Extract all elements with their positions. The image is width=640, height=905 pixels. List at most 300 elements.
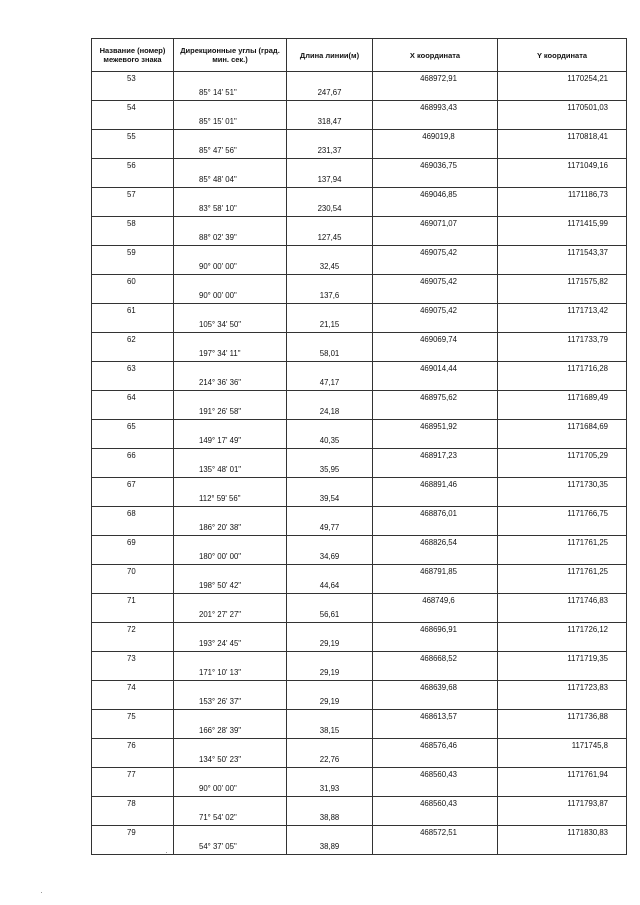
empty-cell	[92, 840, 174, 855]
y-coordinate: 1171049,16	[498, 159, 627, 174]
y-coordinate: 1171726,12	[498, 623, 627, 638]
point-name: 79	[92, 826, 174, 841]
empty-cell	[287, 681, 373, 696]
empty-cell	[373, 115, 498, 130]
line-length: 44,64	[287, 579, 373, 594]
line-length: 56,61	[287, 608, 373, 623]
empty-cell	[498, 376, 627, 391]
empty-cell	[373, 782, 498, 797]
direction-angle: 201° 27' 27"	[174, 608, 287, 623]
empty-cell	[373, 231, 498, 246]
empty-cell	[174, 652, 287, 667]
point-row	[92, 536, 627, 551]
direction-angle: 112° 59' 56"	[174, 492, 287, 507]
header-angle: Дирекционные углы (град. мин. сек.)	[174, 39, 287, 72]
point-name: 64	[92, 391, 174, 406]
empty-cell	[498, 666, 627, 681]
x-coordinate: 468975,62	[373, 391, 498, 406]
y-coordinate: 1171719,35	[498, 652, 627, 667]
y-coordinate: 1171716,28	[498, 362, 627, 377]
empty-cell	[498, 318, 627, 333]
direction-angle: 85° 48' 04"	[174, 173, 287, 188]
y-coordinate: 1171730,35	[498, 478, 627, 493]
line-length: 231,37	[287, 144, 373, 159]
empty-cell	[373, 318, 498, 333]
x-coordinate: 469075,42	[373, 304, 498, 319]
empty-cell	[92, 86, 174, 101]
line-length: 40,35	[287, 434, 373, 449]
line-length: 137,6	[287, 289, 373, 304]
empty-cell	[92, 608, 174, 623]
direction-angle: 191° 26' 58"	[174, 405, 287, 420]
empty-cell	[287, 710, 373, 725]
y-coordinate: 1170818,41	[498, 130, 627, 145]
empty-cell	[287, 304, 373, 319]
empty-cell	[498, 637, 627, 652]
empty-cell	[287, 536, 373, 551]
empty-cell	[287, 797, 373, 812]
point-row	[92, 275, 627, 290]
point-name: 63	[92, 362, 174, 377]
empty-cell	[174, 594, 287, 609]
line-row	[92, 405, 627, 420]
point-name: 70	[92, 565, 174, 580]
x-coordinate: 468876,01	[373, 507, 498, 522]
y-coordinate: 1171186,73	[498, 188, 627, 203]
point-name: 71	[92, 594, 174, 609]
y-coordinate: 1171723,83	[498, 681, 627, 696]
empty-cell	[373, 434, 498, 449]
empty-cell	[373, 695, 498, 710]
empty-cell	[174, 391, 287, 406]
empty-cell	[498, 202, 627, 217]
direction-angle: 85° 14' 51"	[174, 86, 287, 101]
empty-cell	[92, 347, 174, 362]
point-name: 55	[92, 130, 174, 145]
line-length: 38,89	[287, 840, 373, 855]
empty-cell	[498, 347, 627, 362]
y-coordinate: 1171761,94	[498, 768, 627, 783]
x-coordinate: 468749,6	[373, 594, 498, 609]
point-name: 68	[92, 507, 174, 522]
scan-speck	[166, 852, 167, 853]
y-coordinate: 1171761,25	[498, 536, 627, 551]
empty-cell	[287, 275, 373, 290]
line-length: 35,95	[287, 463, 373, 478]
line-row	[92, 260, 627, 275]
y-coordinate: 1171793,87	[498, 797, 627, 812]
empty-cell	[373, 724, 498, 739]
y-coordinate: 1171575,82	[498, 275, 627, 290]
empty-cell	[174, 275, 287, 290]
empty-cell	[287, 565, 373, 580]
line-row	[92, 115, 627, 130]
empty-cell	[174, 768, 287, 783]
header-y: Y координата	[498, 39, 627, 72]
empty-cell	[373, 811, 498, 826]
empty-cell	[373, 666, 498, 681]
line-row	[92, 376, 627, 391]
direction-angle: 85° 15' 01"	[174, 115, 287, 130]
empty-cell	[373, 637, 498, 652]
point-name: 77	[92, 768, 174, 783]
empty-cell	[498, 144, 627, 159]
empty-cell	[498, 231, 627, 246]
y-coordinate: 1171736,88	[498, 710, 627, 725]
line-length: 22,76	[287, 753, 373, 768]
line-row	[92, 434, 627, 449]
line-row	[92, 231, 627, 246]
empty-cell	[498, 840, 627, 855]
empty-cell	[287, 159, 373, 174]
line-row	[92, 550, 627, 565]
x-coordinate: 468891,46	[373, 478, 498, 493]
direction-angle: 85° 47' 56"	[174, 144, 287, 159]
empty-cell	[373, 521, 498, 536]
line-length: 32,45	[287, 260, 373, 275]
empty-cell	[498, 724, 627, 739]
direction-angle: 186° 20' 38"	[174, 521, 287, 536]
point-row	[92, 739, 627, 754]
empty-cell	[373, 173, 498, 188]
point-name: 58	[92, 217, 174, 232]
empty-cell	[373, 840, 498, 855]
empty-cell	[373, 550, 498, 565]
empty-cell	[92, 144, 174, 159]
empty-cell	[287, 594, 373, 609]
empty-cell	[92, 115, 174, 130]
line-row	[92, 666, 627, 681]
empty-cell	[92, 550, 174, 565]
empty-cell	[174, 623, 287, 638]
point-name: 61	[92, 304, 174, 319]
empty-cell	[287, 246, 373, 261]
direction-angle: 214° 36' 36"	[174, 376, 287, 391]
empty-cell	[92, 463, 174, 478]
direction-angle: 105° 34' 50"	[174, 318, 287, 333]
line-length: 127,45	[287, 231, 373, 246]
empty-cell	[92, 260, 174, 275]
empty-cell	[174, 304, 287, 319]
direction-angle: 134° 50' 23"	[174, 753, 287, 768]
direction-angle: 197° 34' 11"	[174, 347, 287, 362]
line-row	[92, 695, 627, 710]
empty-cell	[498, 434, 627, 449]
point-row	[92, 681, 627, 696]
x-coordinate: 469069,74	[373, 333, 498, 348]
point-name: 75	[92, 710, 174, 725]
point-name: 65	[92, 420, 174, 435]
point-row	[92, 101, 627, 116]
empty-cell	[498, 550, 627, 565]
line-length: 39,54	[287, 492, 373, 507]
empty-cell	[174, 217, 287, 232]
y-coordinate: 1171543,37	[498, 246, 627, 261]
empty-cell	[287, 420, 373, 435]
empty-cell	[373, 492, 498, 507]
point-row	[92, 594, 627, 609]
x-coordinate: 468560,43	[373, 797, 498, 812]
point-row	[92, 333, 627, 348]
point-row	[92, 797, 627, 812]
line-row	[92, 811, 627, 826]
direction-angle: 90° 00' 00"	[174, 289, 287, 304]
empty-cell	[287, 217, 373, 232]
boundary-coordinates-table	[91, 38, 627, 855]
point-row	[92, 304, 627, 319]
y-coordinate: 1171713,42	[498, 304, 627, 319]
point-name: 76	[92, 739, 174, 754]
point-name: 59	[92, 246, 174, 261]
empty-cell	[287, 188, 373, 203]
direction-angle: 180° 00' 00"	[174, 550, 287, 565]
empty-cell	[174, 826, 287, 841]
header-x: X координата	[373, 39, 498, 72]
empty-cell	[92, 318, 174, 333]
y-coordinate: 1171746,83	[498, 594, 627, 609]
line-row	[92, 347, 627, 362]
table-body	[92, 72, 627, 855]
point-row	[92, 623, 627, 638]
empty-cell	[498, 115, 627, 130]
point-name: 57	[92, 188, 174, 203]
empty-cell	[92, 405, 174, 420]
direction-angle: 90° 00' 00"	[174, 782, 287, 797]
point-name: 72	[92, 623, 174, 638]
x-coordinate: 468951,92	[373, 420, 498, 435]
line-length: 21,15	[287, 318, 373, 333]
empty-cell	[92, 811, 174, 826]
empty-cell	[92, 173, 174, 188]
x-coordinate: 468560,43	[373, 768, 498, 783]
y-coordinate: 1171830,83	[498, 826, 627, 841]
empty-cell	[287, 362, 373, 377]
x-coordinate: 468993,43	[373, 101, 498, 116]
x-coordinate: 469036,75	[373, 159, 498, 174]
line-row	[92, 724, 627, 739]
line-length: 137,94	[287, 173, 373, 188]
point-row	[92, 826, 627, 841]
empty-cell	[498, 811, 627, 826]
point-row	[92, 565, 627, 580]
empty-cell	[92, 202, 174, 217]
empty-cell	[174, 536, 287, 551]
point-name: 56	[92, 159, 174, 174]
x-coordinate: 468613,57	[373, 710, 498, 725]
point-name: 66	[92, 449, 174, 464]
y-coordinate: 1171689,49	[498, 391, 627, 406]
line-length: 29,19	[287, 695, 373, 710]
point-row	[92, 130, 627, 145]
line-length: 318,47	[287, 115, 373, 130]
empty-cell	[498, 173, 627, 188]
y-coordinate: 1171733,79	[498, 333, 627, 348]
direction-angle: 71° 54' 02"	[174, 811, 287, 826]
direction-angle: 149° 17' 49"	[174, 434, 287, 449]
line-row	[92, 318, 627, 333]
point-name: 53	[92, 72, 174, 87]
empty-cell	[498, 492, 627, 507]
line-row	[92, 782, 627, 797]
empty-cell	[373, 86, 498, 101]
line-row	[92, 579, 627, 594]
line-row	[92, 840, 627, 855]
point-row	[92, 652, 627, 667]
line-length: 230,54	[287, 202, 373, 217]
empty-cell	[498, 260, 627, 275]
direction-angle: 198° 50' 42"	[174, 579, 287, 594]
direction-angle: 83° 58' 10"	[174, 202, 287, 217]
empty-cell	[174, 449, 287, 464]
empty-cell	[287, 623, 373, 638]
empty-cell	[92, 434, 174, 449]
y-coordinate: 1170501,03	[498, 101, 627, 116]
line-row	[92, 753, 627, 768]
x-coordinate: 468826,54	[373, 536, 498, 551]
empty-cell	[92, 782, 174, 797]
empty-cell	[174, 739, 287, 754]
line-length: 58,01	[287, 347, 373, 362]
line-row	[92, 86, 627, 101]
point-row	[92, 420, 627, 435]
point-row	[92, 362, 627, 377]
line-length: 24,18	[287, 405, 373, 420]
y-coordinate: 1171684,69	[498, 420, 627, 435]
empty-cell	[498, 608, 627, 623]
empty-cell	[287, 826, 373, 841]
empty-cell	[287, 391, 373, 406]
empty-cell	[92, 637, 174, 652]
point-name: 73	[92, 652, 174, 667]
empty-cell	[174, 101, 287, 116]
empty-cell	[498, 289, 627, 304]
line-length: 247,67	[287, 86, 373, 101]
point-name: 78	[92, 797, 174, 812]
point-row	[92, 391, 627, 406]
header-name: Название (номер) межевого знака	[92, 39, 174, 72]
header-length: Длина линии(м)	[287, 39, 373, 72]
empty-cell	[174, 797, 287, 812]
empty-cell	[92, 492, 174, 507]
empty-cell	[174, 507, 287, 522]
line-row	[92, 144, 627, 159]
empty-cell	[373, 608, 498, 623]
point-name: 67	[92, 478, 174, 493]
empty-cell	[174, 362, 287, 377]
line-length: 47,17	[287, 376, 373, 391]
line-row	[92, 608, 627, 623]
direction-angle: 54° 37' 05"	[174, 840, 287, 855]
line-row	[92, 637, 627, 652]
point-row	[92, 159, 627, 174]
y-coordinate: 1171705,29	[498, 449, 627, 464]
direction-angle: 171° 10' 13"	[174, 666, 287, 681]
empty-cell	[373, 376, 498, 391]
empty-cell	[174, 420, 287, 435]
scan-speck	[41, 892, 42, 893]
empty-cell	[174, 159, 287, 174]
x-coordinate: 469014,44	[373, 362, 498, 377]
empty-cell	[287, 768, 373, 783]
empty-cell	[174, 130, 287, 145]
point-name: 54	[92, 101, 174, 116]
line-length: 38,15	[287, 724, 373, 739]
point-row	[92, 449, 627, 464]
empty-cell	[174, 710, 287, 725]
empty-cell	[287, 652, 373, 667]
x-coordinate: 468668,52	[373, 652, 498, 667]
empty-cell	[373, 579, 498, 594]
point-row	[92, 507, 627, 522]
y-coordinate: 1171766,75	[498, 507, 627, 522]
line-length: 34,69	[287, 550, 373, 565]
empty-cell	[498, 405, 627, 420]
line-row	[92, 289, 627, 304]
x-coordinate: 469046,85	[373, 188, 498, 203]
x-coordinate: 468639,68	[373, 681, 498, 696]
empty-cell	[287, 449, 373, 464]
empty-cell	[174, 478, 287, 493]
point-name: 60	[92, 275, 174, 290]
empty-cell	[373, 260, 498, 275]
direction-angle: 135° 48' 01"	[174, 463, 287, 478]
empty-cell	[92, 376, 174, 391]
direction-angle: 166° 28' 39"	[174, 724, 287, 739]
line-length: 38,88	[287, 811, 373, 826]
empty-cell	[92, 724, 174, 739]
point-row	[92, 478, 627, 493]
empty-cell	[174, 681, 287, 696]
empty-cell	[174, 565, 287, 580]
empty-cell	[498, 463, 627, 478]
line-length: 31,93	[287, 782, 373, 797]
x-coordinate: 469075,42	[373, 246, 498, 261]
empty-cell	[498, 521, 627, 536]
direction-angle: 88° 02' 39"	[174, 231, 287, 246]
x-coordinate: 468572,51	[373, 826, 498, 841]
y-coordinate: 1171415,99	[498, 217, 627, 232]
point-name: 74	[92, 681, 174, 696]
empty-cell	[92, 579, 174, 594]
x-coordinate: 468696,91	[373, 623, 498, 638]
empty-cell	[287, 72, 373, 87]
point-row	[92, 217, 627, 232]
point-name: 62	[92, 333, 174, 348]
empty-cell	[373, 289, 498, 304]
line-length: 29,19	[287, 666, 373, 681]
empty-cell	[498, 782, 627, 797]
empty-cell	[287, 101, 373, 116]
x-coordinate: 469019,8	[373, 130, 498, 145]
empty-cell	[287, 333, 373, 348]
y-coordinate: 1171761,25	[498, 565, 627, 580]
empty-cell	[92, 753, 174, 768]
direction-angle: 90° 00' 00"	[174, 260, 287, 275]
y-coordinate: 1170254,21	[498, 72, 627, 87]
empty-cell	[287, 507, 373, 522]
empty-cell	[92, 666, 174, 681]
line-row	[92, 202, 627, 217]
empty-cell	[373, 463, 498, 478]
empty-cell	[174, 72, 287, 87]
x-coordinate: 468791,85	[373, 565, 498, 580]
empty-cell	[174, 188, 287, 203]
line-row	[92, 463, 627, 478]
point-name: 69	[92, 536, 174, 551]
empty-cell	[373, 202, 498, 217]
empty-cell	[92, 695, 174, 710]
point-row	[92, 188, 627, 203]
